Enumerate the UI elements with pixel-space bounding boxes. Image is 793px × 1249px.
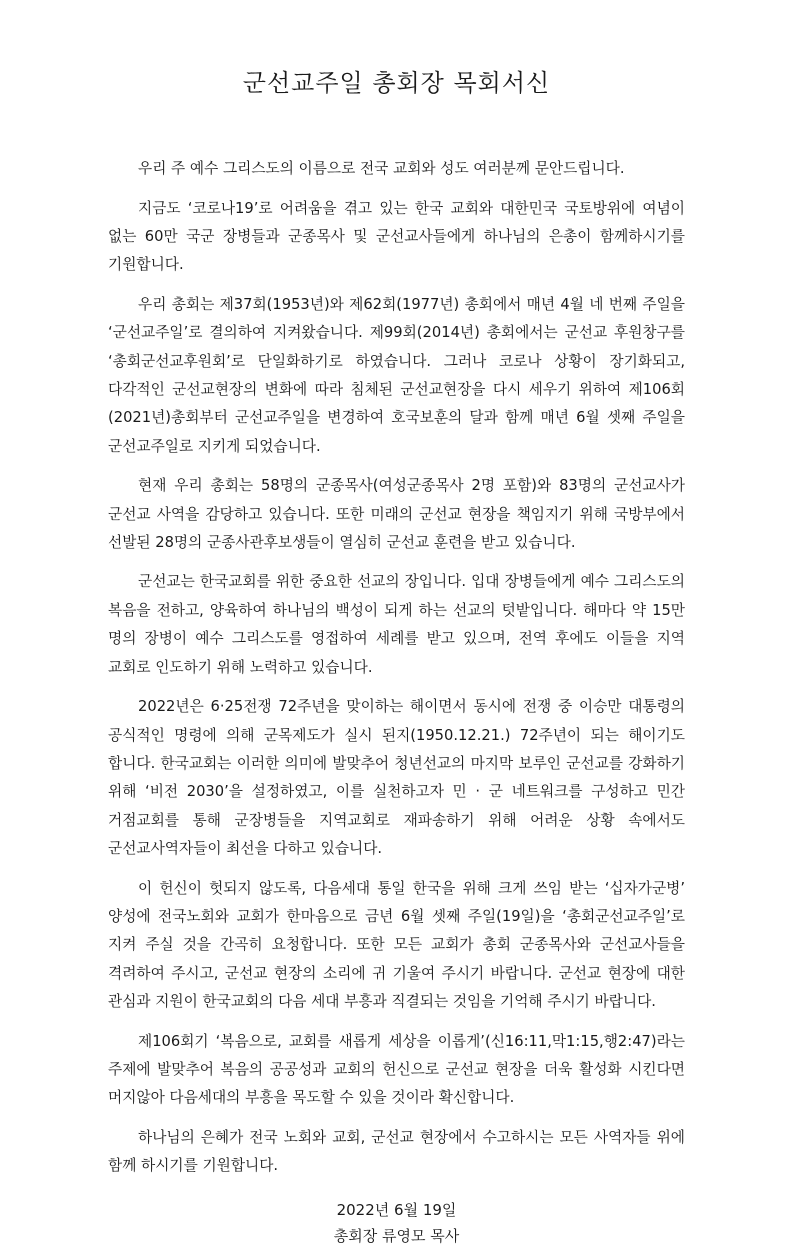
paragraph-request: 이 헌신이 헛되지 않도록, 다음세대 통일 한국을 위해 크게 쓰임 받는 ‘십자가군병’ 양성에 전국노회와 교회가 한마음으로 금년 6월 셋째 주일(19일)을 ‘총회군선교주일’로 지켜 주실 것을 간곡히 요청합니다. 또한 모든 교회가 총회 군종목사와 군선교사들을 격려하여 주시고, 군선교 현장의 소리에 귀 기울여 주시기 바랍니다. 군선교 현장에 대한 관심과 지원이 한국교회의 다음 세대 부흥과 직결되는 것임을 기억해 주시기 바랍니다. [108, 879, 685, 1011]
paragraph-anniversary: 2022년은 6·25전쟁 72주년을 맞이하는 해이면서 동시에 전쟁 중 이승만 대통령의 공식적인 명령에 의해 군목제도가 실시 된지(1950.12.21.) 72주년이 되는 해이기도 합니다. 한국교회는 이러한 의미에 발맞추어 청년선교의 마지막 보루인 군선교를 강화하기 위해 ‘비전 2030’을 설정하였고, 이를 실천하고자 민 · 군 네트워크를 구성하고 민간 거점교회를 통해 군장병들을 지역교회로 재파송하기 위해 어려운 상황 속에서도 군선교사역자들이 최선을 다하고 있습니다. [108, 698, 685, 858]
paragraph-current-status: 현재 우리 총회는 58명의 군종목사(여성군종목사 2명 포함)와 83명의 군선교사가 군선교 사역을 감당하고 있습니다. 또한 미래의 군선교 현장을 책임지기 위해 국방부에서 선발된 28명의 군종사관후보생들이 열심히 군선교 훈련을 받고 있습니다. [108, 477, 685, 552]
letter-title: 군선교주일 총회장 목회서신 [242, 69, 551, 97]
paragraph-prayer: 지금도 ‘코로나19’로 어려움을 겪고 있는 한국 교회와 대한민국 국토방위에 여념이 없는 60만 국군 장병들과 군종목사 및 군선교사들에게 하나님의 은총이 함께하시기를 기원합니다. [108, 199, 685, 274]
letter-signature: 총회장 류영모 목사 [333, 1226, 460, 1245]
paragraph-blessing: 하나님의 은혜가 전국 노회와 교회, 군선교 현장에서 수고하시는 모든 사역자들 위에 함께 하시기를 기원합니다. [108, 1128, 685, 1175]
closing-block [108, 1197, 685, 1249]
paragraph-history: 우리 총회는 제37회(1953년)와 제62회(1977년) 총회에서 매년 4월 네 번째 주일을 ‘군선교주일’로 결의하여 지켜왔습니다. 제99회(2014년) 총회에서는 군선교 후원창구를 ‘총회군선교후원회’로 단일화하기로 하였습니다. 그러나 코로나 상황이 장기화되고, 다각적인 군선교현장의 변화에 따라 침체된 군선교현장을 다시 세우기 위하여 제106회(2021년)총회부터 군선교주일을 변경하여 호국보훈의 달과 함께 매년 6월 셋째 주일을 군선교주일로 지키게 되었습니다. [108, 295, 685, 455]
paragraph-theme: 제106회기 ‘복음으로, 교회를 새롭게 세상을 이롭게’(신16:11,막1:15,행2:47)라는 주제에 발맞추어 복음의 공공성과 교회의 헌신으로 군선교 현장을 더욱 활성화 시킨다면 머지않아 다음세대의 부흥을 목도할 수 있을 것이라 확신합니다. [108, 1032, 685, 1107]
paragraph-mission-field: 군선교는 한국교회를 위한 중요한 선교의 장입니다. 입대 장병들에게 예수 그리스도의 복음을 전하고, 양육하여 하나님의 백성이 되게 하는 선교의 텃밭입니다. 해마다 약 15만 명의 장병이 예수 그리스도를 영접하여 세례를 받고 있으며, 전역 후에도 이들을 지역 교회로 인도하기 위해 노력하고 있습니다. [108, 573, 685, 676]
paragraph-greeting: 우리 주 예수 그리스도의 이름으로 전국 교회와 성도 여러분께 문안드립니다. [138, 160, 625, 178]
letter-date: 2022년 6월 19일 [336, 1200, 457, 1219]
